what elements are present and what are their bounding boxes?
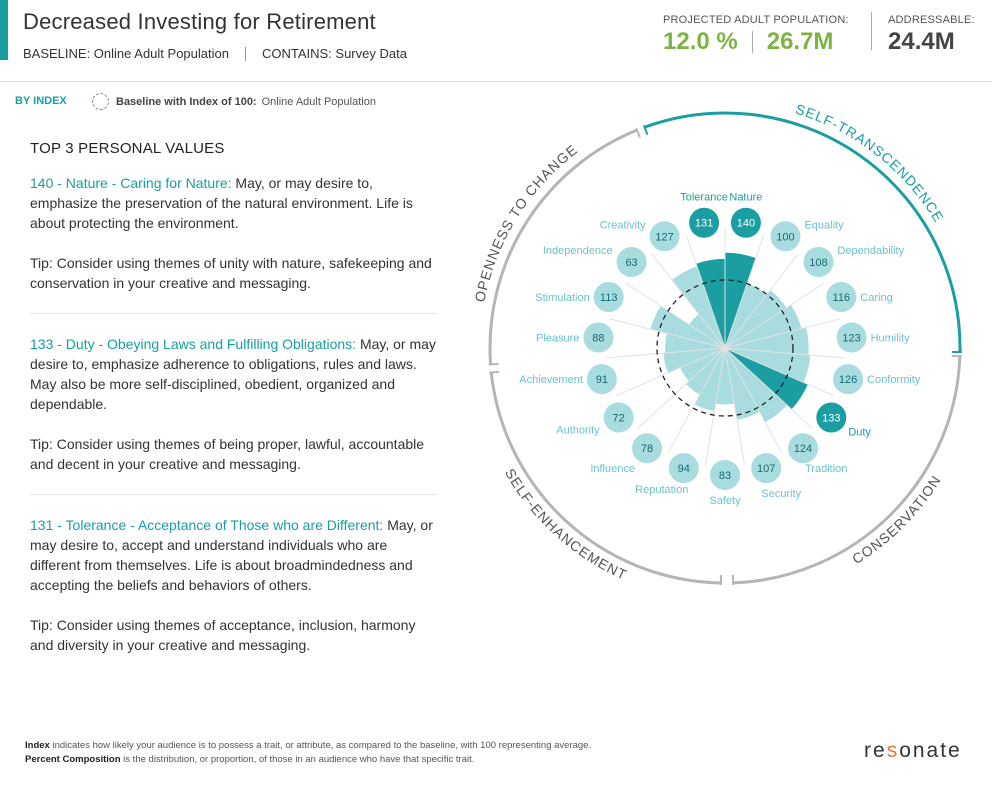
category-label: Safety (709, 495, 741, 507)
subtitle-line (23, 46, 407, 61)
svg-text:113: 113 (599, 291, 618, 304)
category-label: Conformity (867, 374, 921, 387)
svg-text:116: 116 (832, 291, 851, 304)
top-values-panel (30, 140, 438, 655)
group-label: SELF-TRANSCENDENCE (793, 100, 948, 226)
category-label: Authority (556, 424, 600, 437)
category-label: Independence (542, 244, 613, 257)
category-label: Security (761, 488, 802, 501)
accent-bar (0, 0, 8, 60)
value-bubble-equality[interactable] (770, 221, 800, 251)
svg-text:94: 94 (677, 463, 690, 476)
value-heading: 131 - Tolerance - Acceptance of Those who are Different: (30, 517, 384, 533)
value-bubble-humility[interactable] (837, 323, 867, 353)
value-bubble-reputation[interactable] (669, 453, 699, 483)
page-title: Decreased Investing for Retirement (23, 9, 376, 34)
category-label: Dependability (837, 244, 905, 257)
value-description: May, or may desire to, emphasize adherence to obligations, rules and laws. May also be more self-disciplined, obedient, organized and dependable. (30, 336, 436, 412)
svg-text:108: 108 (809, 256, 828, 269)
projected-population-stat (663, 14, 849, 56)
projected-count: 26.7M (766, 28, 834, 55)
category-label: Creativity (599, 219, 646, 232)
group-label: CONSERVATION (849, 472, 945, 568)
value-bubble-dependability[interactable] (803, 247, 833, 277)
projected-percent: 12.0 % (663, 28, 738, 55)
addressable-count: 24.4M (888, 28, 955, 55)
category-label: Pleasure (536, 332, 580, 345)
svg-text:91: 91 (595, 374, 609, 387)
value-item-nature (30, 173, 438, 293)
resonate-logo: resonate (864, 739, 962, 762)
svg-text:63: 63 (625, 256, 638, 269)
value-bubble-pleasure[interactable] (583, 323, 613, 353)
category-label: Nature (729, 191, 763, 204)
value-tip: Tip: Consider using themes of acceptance, inclusion, harmony and diversity in your creative and messaging. (30, 617, 416, 653)
svg-text:123: 123 (842, 332, 861, 345)
value-tip: Tip: Consider using themes of being proper, lawful, accountable and decent in your creative and messaging. (30, 436, 425, 472)
svg-text:127: 127 (655, 231, 674, 244)
value-bubble-tradition[interactable] (788, 433, 818, 463)
footer-notes (25, 739, 591, 767)
value-tip: Tip: Consider using themes of unity with nature, safekeeping and conservation in your creative and messaging. (30, 255, 432, 291)
svg-text:88: 88 (592, 332, 605, 345)
category-label: Caring (860, 291, 893, 304)
value-bubble-tolerance[interactable] (689, 208, 719, 238)
category-label: Achievement (519, 374, 583, 387)
value-bubble-nature[interactable] (731, 208, 761, 238)
divider (30, 494, 438, 495)
divider (871, 12, 872, 50)
value-bubble-safety[interactable] (710, 460, 740, 490)
addressable-label: ADDRESSABLE: (888, 14, 975, 26)
svg-text:133: 133 (822, 412, 841, 425)
value-heading: 133 - Duty - Obeying Laws and Fulfilling Obligations: (30, 336, 357, 352)
svg-text:83: 83 (718, 470, 732, 482)
addressable-stat (888, 14, 975, 56)
panel-title: TOP 3 PERSONAL VALUES (30, 140, 225, 157)
value-bubble-security[interactable] (751, 453, 781, 483)
value-heading: 140 - Nature - Caring for Nature: (30, 175, 232, 191)
value-bubble-stimulation[interactable] (594, 282, 624, 312)
group-label: SELF-ENHANCEMENT (501, 465, 630, 583)
svg-text:131: 131 (694, 217, 714, 230)
percent-composition-term: Percent Composition (25, 754, 121, 765)
value-bubble-conformity[interactable] (833, 364, 863, 394)
category-label: Tradition (805, 463, 848, 476)
value-bubble-creativity[interactable] (650, 221, 680, 251)
dashed-circle-icon (92, 93, 109, 110)
category-label: Equality (804, 219, 844, 232)
category-label: Duty (848, 426, 871, 439)
value-description: May, or may desire to, emphasize the preservation of the natural environment. Life is about protecting the environment. (30, 175, 413, 231)
category-label: Influence (590, 463, 635, 476)
svg-text:107: 107 (757, 463, 776, 476)
category-label: Reputation (635, 484, 689, 497)
index-definition: indicates how likely your audience is to possess a trait, or attribute, as compared to the baseline, with 100 representing average. (49, 740, 592, 751)
group-arc (645, 113, 960, 352)
header-divider (0, 81, 992, 82)
group-label: OPENNESS TO CHANGE (471, 141, 581, 304)
svg-text:140: 140 (736, 217, 756, 230)
category-label: Humility (870, 332, 910, 345)
value-bubble-authority[interactable] (604, 402, 634, 432)
divider (30, 313, 438, 314)
value-item-duty (30, 334, 438, 474)
divider (245, 47, 246, 61)
value-bubble-influence[interactable] (632, 433, 662, 463)
baseline-legend (92, 93, 376, 110)
projected-label: PROJECTED ADULT POPULATION: (663, 14, 849, 26)
value-bubble-achievement[interactable] (587, 364, 617, 394)
baseline-label: BASELINE: Online Adult Population (23, 46, 229, 61)
divider (752, 31, 753, 53)
percent-composition-definition: is the distribution, or proportion, of those in an audience who have that specific trait. (120, 754, 475, 765)
svg-text:78: 78 (640, 443, 654, 456)
value-bubble-caring[interactable] (826, 282, 856, 312)
value-item-tolerance (30, 515, 438, 655)
value-bubble-duty[interactable] (816, 402, 846, 432)
index-term: Index (25, 740, 50, 751)
svg-text:126: 126 (838, 374, 858, 387)
category-label: Stimulation (535, 291, 590, 304)
legend-label: Baseline with Index of 100: (116, 95, 257, 108)
contains-label: CONTAINS: Survey Data (261, 46, 407, 61)
svg-text:72: 72 (612, 412, 625, 425)
value-description: May, or may desire to, accept and understand individuals who are different from themselves. Life is about broadmindedness and accepting the beliefs and behaviors of others. (30, 517, 433, 593)
by-index-toggle[interactable]: BY INDEX (15, 95, 67, 107)
svg-text:124: 124 (793, 443, 813, 456)
value-bubble-independence[interactable] (617, 247, 647, 277)
category-label: Tolerance (680, 191, 728, 204)
legend-value: Online Adult Population (261, 95, 376, 108)
personal-values-polar-chart (455, 85, 975, 605)
svg-text:100: 100 (776, 231, 795, 244)
